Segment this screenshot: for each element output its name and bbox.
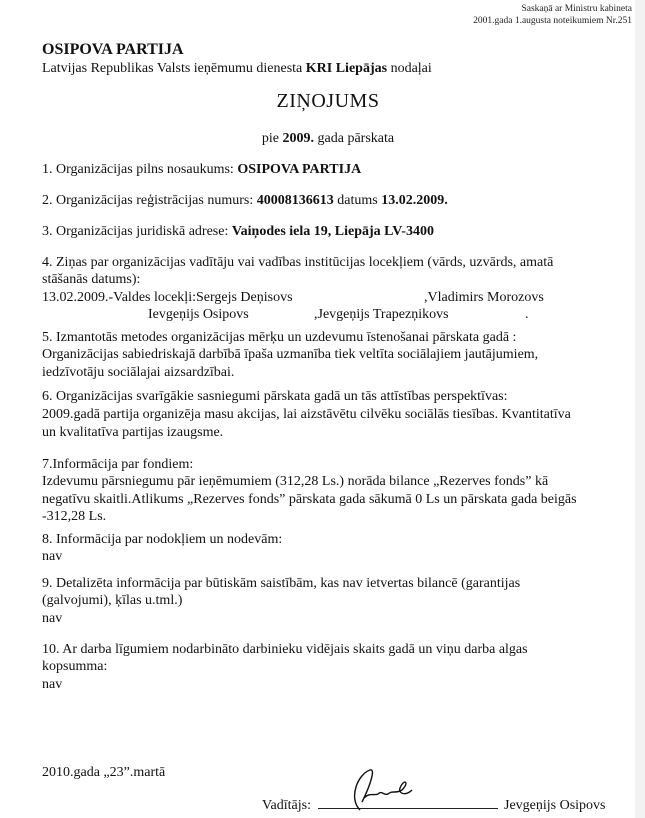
- item-label: datums: [333, 193, 382, 208]
- board-member: 13.02.2009.-Valdes locekļi:Sergejs Deņisovs: [42, 290, 293, 305]
- item-label: 2. Organizācijas reģistrācijas numurs:: [42, 193, 257, 208]
- item-6-line: 2009.gadā partija organizēja masu akcijas, lai aizstāvētu cilvēku sociālās tiesības. Kvantitatīva: [42, 407, 571, 422]
- item-value: Vaiņodes iela 19, Liepāja LV-3400: [231, 224, 434, 239]
- document-subtitle: [0, 130, 645, 147]
- item-10-line: 10. Ar darba līgumiem nodarbināto darbinieku vidējais skaits gadā un viņu darba algas: [42, 642, 528, 657]
- item-7-line: Izdevumu pārsniegumu pār ieņēmumiem (312,28 Ls.) norāda bilance „Rezerves fonds” kā: [42, 474, 549, 489]
- item-10-line: kopsumma:: [42, 659, 108, 674]
- item-5-line: iedzīvotāju sociālajai aizsardzībai.: [42, 365, 235, 380]
- item-8-line: nav: [42, 549, 63, 564]
- item-6-line: 6. Organizācijas svarīgākie sasniegumi pārskata gadā un tās attīstības perspektīvas:: [42, 389, 508, 404]
- item-4-line: 4. Ziņas par organizācijas vadītāju vai vadības institūcijas locekļiem (vārds, uzvārds, amatā: [42, 255, 554, 270]
- item-6-line: un kvalitatīva partijas izaugsme.: [42, 425, 224, 440]
- document-title: ZIŅOJUMS: [276, 90, 380, 112]
- report-date: 2010.gada „23”.martā: [42, 765, 166, 780]
- item-label: 3. Organizācijas juridiskā adrese:: [42, 224, 232, 239]
- signatory-name: Jevgeņijs Osipovs: [504, 798, 606, 813]
- item-7-line: 7.Informācija par fondiem:: [42, 457, 194, 472]
- header-note-line: 2001.gada 1.augusta noteikumiem Nr.251: [473, 16, 632, 26]
- header-note-line: Saskaņā ar Ministru kabineta: [521, 4, 632, 14]
- item-value: 40008136613: [256, 193, 334, 208]
- item-10-line: nav: [42, 677, 63, 692]
- item-value: 13.02.2009.: [381, 193, 448, 208]
- subtitle-text: gada pārskata: [314, 131, 395, 146]
- addressee-office: KRI Liepājas: [305, 61, 388, 76]
- handwritten-signature: [340, 768, 420, 812]
- org-name: OSIPOVA PARTIJA: [42, 41, 184, 58]
- board-member: Ievgeņijs Osipovs: [148, 307, 249, 322]
- addressee: [42, 60, 432, 77]
- item-4-line: [42, 306, 529, 323]
- scan-edge: [635, 0, 645, 818]
- item-4-line: stāšanās datums):: [42, 272, 141, 287]
- item-7-line: -312,28 Ls.: [42, 509, 107, 524]
- item-5-line: 5. Izmantotās metodes organizācijas mērķu un uzdevumu īstenošanai pārskata gadā :: [42, 330, 517, 345]
- signature-label: Vadītājs:: [262, 798, 311, 813]
- signature-block: [262, 794, 606, 814]
- item-3: [42, 223, 434, 240]
- item-1: [42, 161, 361, 178]
- item-9-line: nav: [42, 611, 63, 626]
- addressee-text: nodaļai: [387, 61, 432, 76]
- item-7-line: negatīvu skaitli.Atlikums „Rezerves fonds” pārskata gada sākumā 0 Ls un pārskata gada beigās: [42, 492, 577, 507]
- addressee-text: Latvijas Republikas Valsts ieņēmumu dienesta: [42, 61, 306, 76]
- signature-line: [318, 794, 498, 809]
- board-member: ,Vladimirs Morozovs: [424, 290, 544, 305]
- subtitle-year: 2009.: [282, 131, 315, 146]
- item-value: OSIPOVA PARTIJA: [237, 162, 362, 177]
- item-9-line: 9. Detalizēta informācija par būtiskām saistībām, kas nav ietvertas bilancē (garantijas: [42, 576, 521, 591]
- item-9-line: (galvojumi), ķīlas u.tml.): [42, 593, 183, 608]
- item-4-line: [42, 289, 544, 306]
- board-member: ,Jevgeņijs Trapezņikovs: [314, 307, 449, 322]
- item-5-line: Organizācijas sabiedriskajā darbībā īpaša uzmanība tiek veltīta sociālajiem jautājumiem,: [42, 347, 539, 362]
- item-label: 1. Organizācijas pilns nosaukums:: [42, 162, 238, 177]
- item-8-line: 8. Informācija par nodokļiem un nodevām:: [42, 532, 283, 547]
- item-2: [42, 192, 448, 209]
- subtitle-text: pie: [261, 131, 283, 146]
- punctuation: .: [525, 307, 529, 322]
